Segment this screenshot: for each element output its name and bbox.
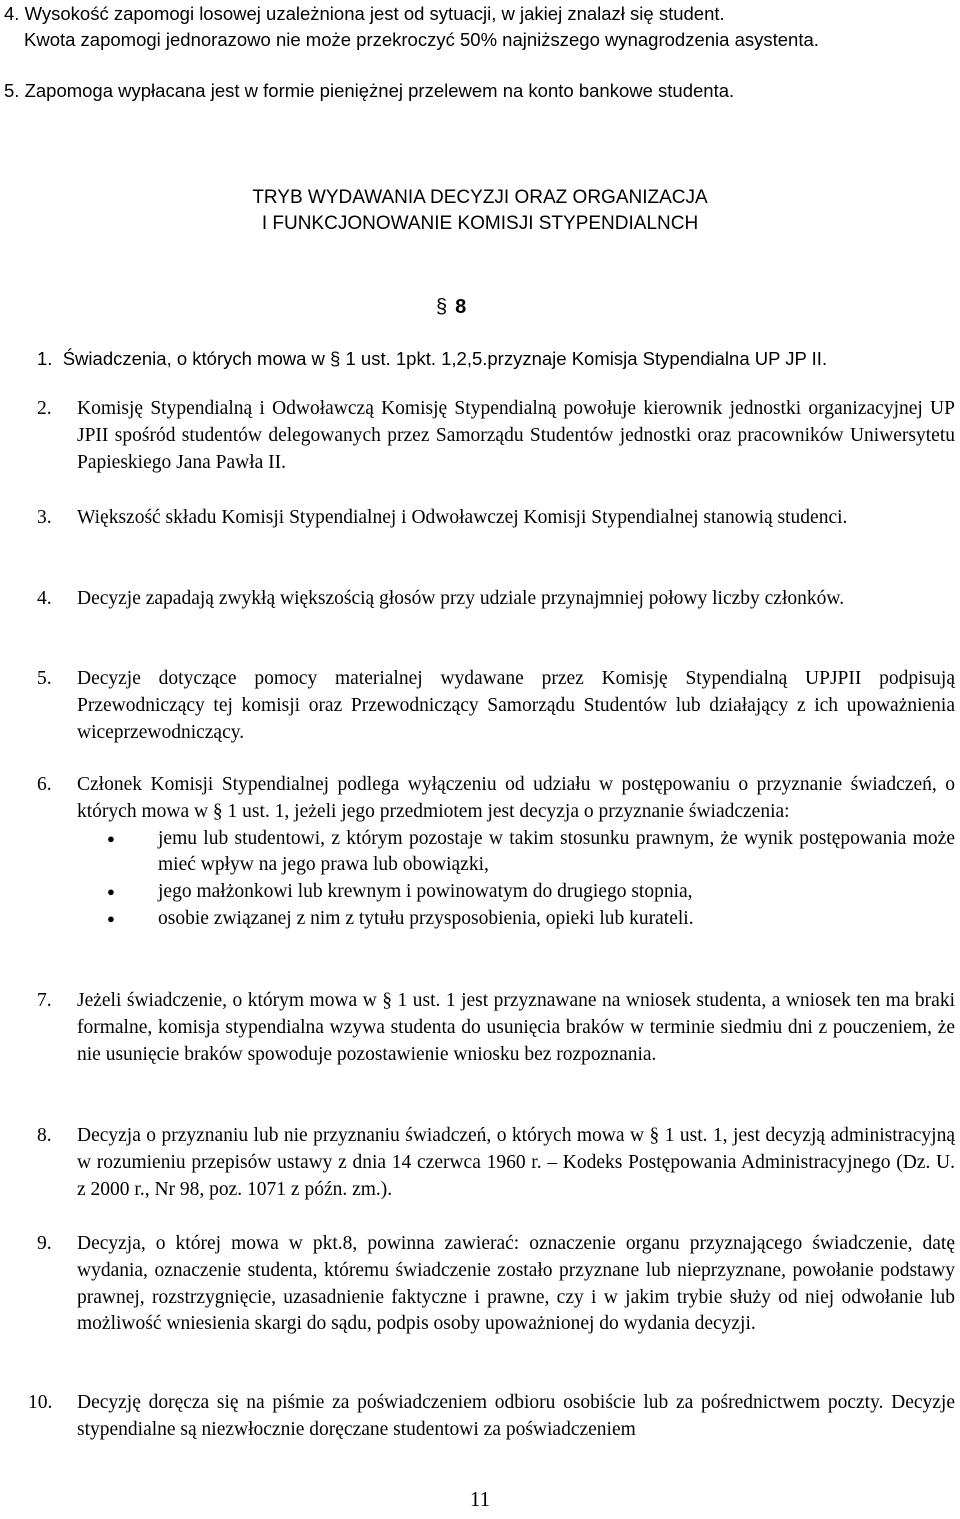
- list-item: [37, 505, 955, 532]
- section-heading-line-1: TRYB WYDAWANIA DECYZJI ORAZ ORGANIZACJA: [252, 187, 708, 208]
- list-item: [37, 1123, 955, 1203]
- list-item-text: Komisję Stypendialną i Odwoławczą Komisję Stypendialną powołuje kierownik jednostki organizacyjnej UP JPII spośród studentów delegowanych przez Samorządu Studentów jednostki oraz pracowników Uniwersytetu Papieskiego Jana Pawła II.: [77, 398, 955, 473]
- bullet-item: ● jemu lub studentowi, z którym pozostaje w takim stosunku prawnym, że wynik postępowania może mieć wpływ na jego prawa lub obowiązki,: [77, 826, 955, 880]
- bullet-item: ● osobie związanej z nim z tytułu przysposobienia, opieki lub kurateli.: [77, 906, 955, 933]
- section-heading-line-2: I FUNKCJONOWANIE KOMISJI STYPENDIALNCH: [261, 213, 699, 234]
- bullet-list: [77, 826, 955, 933]
- list-item-number: 6.: [37, 774, 52, 795]
- item-1: [37, 347, 827, 371]
- list-item-number: 2.: [37, 398, 52, 419]
- list-item: [37, 988, 955, 1068]
- paragraph-4-line-1: 4. Wysokość zapomogi losowej uzależniona jest od sytuacji, w jakiej znalazł się student.: [4, 3, 725, 24]
- list-item: [37, 396, 955, 476]
- item-1-number: 1.: [37, 348, 53, 369]
- list-item: [37, 1231, 955, 1338]
- list-item-number: 8.: [37, 1125, 52, 1146]
- list-item-number: 7.: [37, 990, 52, 1011]
- page-number: 11: [469, 1487, 491, 1511]
- list-item-text: Członek Komisji Stypendialnej podlega wyłączeniu od udziału w postępowaniu o przyznanie świadczeń, o których mowa w § 1 ust. 1, jeżeli jego przedmiotem jest decyzja o przyznanie świadczenia:: [77, 774, 955, 822]
- paragraph-4-line-2: Kwota zapomogi jednorazowo nie może przekroczyć 50% najniższego wynagrodzenia asystenta.: [24, 29, 819, 50]
- list-item-text: Większość składu Komisji Stypendialnej i Odwoławczej Komisji Stypendialnej stanowią studenci.: [77, 507, 848, 528]
- list-item: [28, 1390, 955, 1444]
- list-item-number: 5.: [37, 668, 52, 689]
- list-item-number: 10.: [28, 1392, 53, 1413]
- list-item-number: 9.: [37, 1233, 52, 1254]
- list-item-number: 3.: [37, 507, 52, 528]
- list-item: [37, 586, 955, 613]
- list-item-text: Jeżeli świadczenie, o którym mowa w § 1 ust. 1 jest przyznawane na wniosek studenta, a wniosek ten ma braki formalne, komisja stypendialna wzywa studenta do usunięcia braków w terminie siedmiu dni z pouczeniem, że nie usunięcie braków spowoduje pozostawienie wniosku bez rozpoznania.: [77, 990, 955, 1065]
- list-item-number: 4.: [37, 588, 52, 609]
- list-item-text: Decyzja, o której mowa w pkt.8, powinna zawierać: oznaczenie organu przyznającego świadczenie, datę wydania, oznaczenie studenta, któremu świadczenie zostało przyznane lub nieprzyznane, powołanie podstawy prawnej, rozstrzygnięcie, uzasadnienie faktyczne i prawne, czy i w jakim trybie służy od niej odwołanie lub możliwość wniesienia skargi do sądu, podpis osoby upoważnionej do wydania decyzji.: [77, 1233, 955, 1335]
- section-number-value: 8: [455, 296, 467, 318]
- list-item-text: Decyzję doręcza się na piśmie za poświadczeniem odbioru osobiście lub za pośrednictwem poczty. Decyzje stypendialne są niezwłocznie doręczane studentowi za poświadczeniem: [77, 1392, 955, 1440]
- bullet-item: ● jego małżonkowi lub krewnym i powinowatym do drugiego stopnia,: [77, 879, 955, 906]
- item-1-text: Świadczenia, o których mowa w § 1 ust. 1pkt. 1,2,5.przyznaje Komisja Stypendialna UP JP II.: [62, 348, 828, 369]
- paragraph-5: 5. Zapomoga wypłacana jest w formie pieniężnej przelewem na konto bankowe studenta.: [4, 80, 735, 101]
- section-symbol: §: [436, 296, 448, 318]
- list-item-text: Decyzje dotyczące pomocy materialnej wydawane przez Komisję Stypendialną UPJPII podpisują Przewodniczący tej komisji oraz Przewodniczący Samorządu Studentów lub działający z ich upoważnienia wiceprzewodniczący.: [77, 668, 955, 743]
- list-item-text: Decyzja o przyznaniu lub nie przyznaniu świadczeń, o których mowa w § 1 ust. 1, jest decyzją administracyjną w rozumieniu przepisów ustawy z dnia 14 czerwca 1960 r. – Kodeks Postępowania Administracyjnego (Dz. U. z 2000 r., Nr 98, poz. 1071 z późn. zm.).: [77, 1125, 955, 1200]
- section-number: [436, 294, 466, 320]
- list-item: [37, 666, 955, 746]
- list-item-text: Decyzje zapadają zwykłą większością głosów przy udziale przynajmniej połowy liczby członków.: [77, 588, 845, 609]
- list-item: [37, 772, 955, 933]
